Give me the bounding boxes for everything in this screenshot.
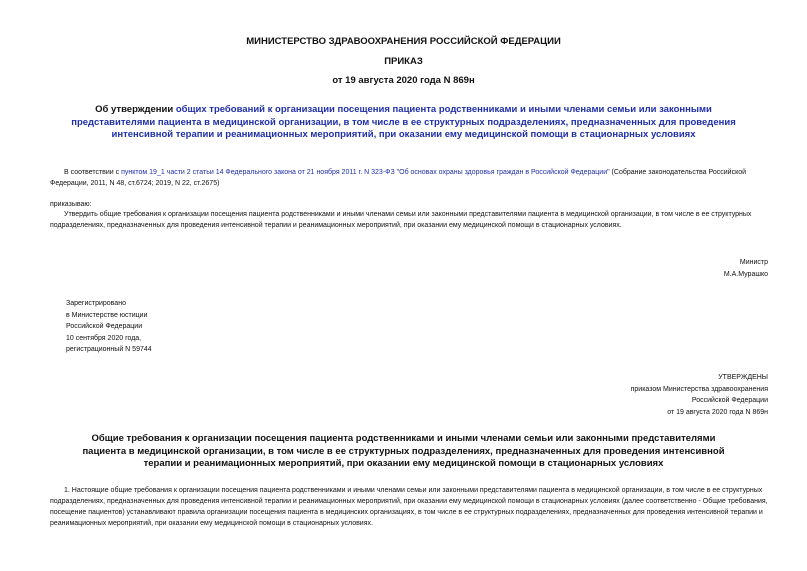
registration-line-3: Российской Федерации (66, 323, 143, 330)
registration-line-2: в Министерстве юстиции (66, 311, 148, 319)
registration-block (66, 298, 266, 356)
title-prefix: Об утверждении (95, 104, 176, 115)
order-label: приказываю: (50, 201, 92, 208)
ministry-heading: МИНИСТЕРСТВО ЗДРАВООХРАНЕНИЯ РОССИЙСКОЙ ФЕДЕРАЦИИ (246, 36, 561, 47)
doc-type-heading: ПРИКАЗ (384, 56, 423, 67)
preamble-paragraph (50, 167, 772, 189)
title-link[interactable]: общих требований к организации посещения пациента родственниками и иными членами семьи или законными представителями пациента в медицинской организации, в том числе в ее структурных подразделениях, предназначенных для проведения интенсивной терапии и реанимационных мероприятий, при оказании ему медицинской помощи в стационарных условиях (71, 104, 736, 140)
order-text: Утвердить общие требования к организации посещения пациента родственниками и иными членами семьи или законными представителями пациента в медицинской организации, в том числе в ее структурных подразделениях, предназначенных для проведения интенсивной терапии и реанимационных мероприятий, при оказании ему медицинской помощи в стационарных условиях. (50, 211, 752, 229)
signature-name: М.А.Мурашко (723, 270, 768, 278)
registration-line-5: регистрационный N 59744 (66, 346, 152, 353)
approved-line-4: от 19 августа 2020 года N 869н (667, 408, 768, 416)
document-title (68, 104, 739, 142)
signature-position: Министр (739, 259, 768, 266)
doc-date-number: от 19 августа 2020 года N 869н (332, 75, 475, 86)
clause-1: 1. Настоящие общие требования к организации посещения пациента родственниками и иными членами семьи или законными представителями пациента в медицинской организации, в том числе в ее структурных подразделениях, предназначенных для проведения интенсивной терапии и реанимационных мероприятий, при оказании ему медицинской помощи в стационарных условиях (далее соответственно - Общие требования, посещение пациентов) устанавливают правила организации посещения пациента в медицинских организациях, в том числе в ее структурных подразделениях, предназначенных для проведения интенсивной терапии и реанимационных мероприятий, при оказании ему медицинской помощи в стационарных условиях. (50, 487, 768, 527)
law-link[interactable]: пунктом 19_1 части 2 статьи 14 Федерального закона от 21 ноября 2011 г. N 323-ФЗ "Об основах охраны здоровья граждан в Российской Федерации" (121, 169, 610, 176)
approved-block (560, 372, 768, 418)
registration-line-4: 10 сентября 2020 года, (66, 334, 142, 342)
requirements-title: Общие требования к организации посещения пациента родственниками и иными членами семьи или законными представителями пациента в медицинской организации, в том числе в ее структурных подразделениях, предназначенных для проведения интенсивной терапии и реанимационных мероприятий, при оказании ему медицинской помощи в стационарных условиях (82, 433, 725, 469)
approved-line-3: Российской Федерации (691, 397, 768, 404)
approved-line-2: приказом Министерства здравоохранения (630, 385, 768, 393)
preamble-tail: (Собрание законодательства Российской Федерации, 2011, N 48, ст.6724; 2019, N 22, ст.2675) (50, 169, 747, 187)
preamble-intro: В соответствии с (64, 169, 122, 176)
signature-block (600, 257, 768, 280)
approved-line-1: УТВЕРЖДЕНЫ (718, 374, 768, 381)
registration-line-1: Зарегистрировано (66, 300, 126, 307)
